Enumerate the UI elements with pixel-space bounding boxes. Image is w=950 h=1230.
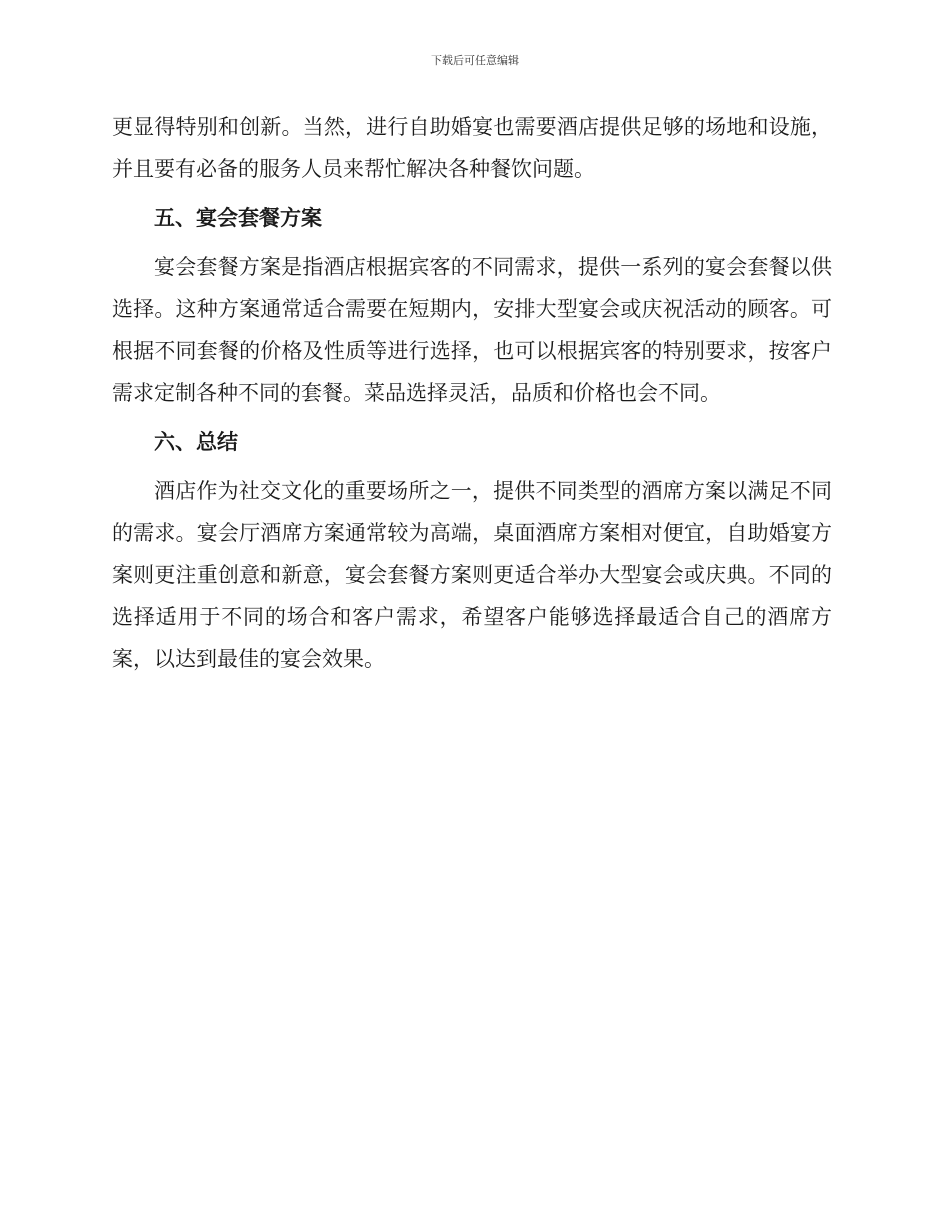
continued-paragraph: 更显得特别和创新。当然，进行自助婚宴也需要酒店提供足够的场地和设施，并且要有必备的服务人员来帮忙解决各种餐饮问题。 xyxy=(112,115,832,181)
section-heading-summary: 六、总结 xyxy=(154,429,238,454)
page-header: 下载后可任意编辑 xyxy=(431,54,519,67)
document-body xyxy=(112,106,832,680)
summary-paragraph: 酒店作为社交文化的重要场所之一，提供不同类型的酒席方案以满足不同的需求。宴会厅酒席方案通常较为高端，桌面酒席方案相对便宜，自助婚宴方案则更注重创意和新意，宴会套餐方案则更适合举办大型宴会或庆典。不同的选择适用于不同的场合和客户需求，希望客户能够选择最适合自己的酒席方案，以达到最佳的宴会效果。 xyxy=(112,479,832,671)
section-heading-banquet-package: 五、宴会套餐方案 xyxy=(154,205,322,230)
banquet-package-paragraph: 宴会套餐方案是指酒店根据宾客的不同需求，提供一系列的宴会套餐以供选择。这种方案通常适合需要在短期内，安排大型宴会或庆祝活动的顾客。可根据不同套餐的价格及性质等进行选择，也可以根据宾客的特别要求，按客户需求定制各种不同的套餐。菜品选择灵活，品质和价格也会不同。 xyxy=(112,255,832,405)
